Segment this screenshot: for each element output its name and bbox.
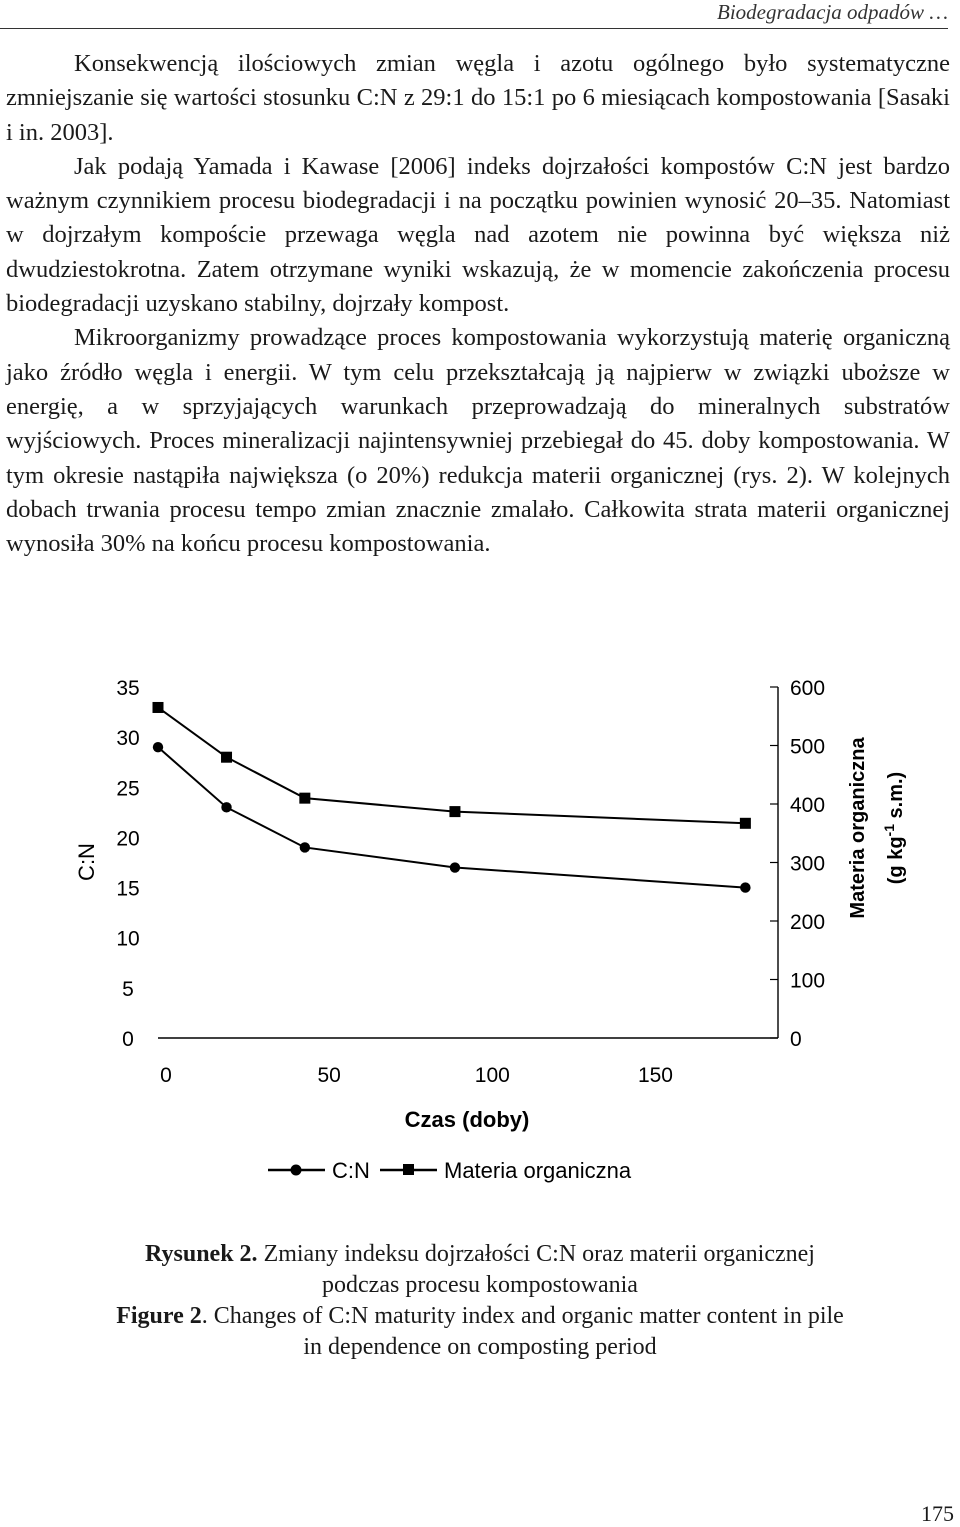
y2-tick-label: 0 — [790, 1028, 802, 1051]
page-number: 175 — [921, 1501, 954, 1526]
caption-pl — [0, 1239, 960, 1270]
chart-legend — [268, 1158, 632, 1183]
figure-caption — [0, 1239, 960, 1363]
legend-label-cn: C:N — [332, 1158, 370, 1183]
y-tick-label: 15 — [116, 877, 140, 901]
legend-marker-organic — [403, 1164, 414, 1175]
y-tick-label: 0 — [122, 1028, 134, 1051]
data-point — [450, 862, 460, 872]
caption-pl-label: Rysunek 2. — [145, 1241, 258, 1267]
x-tick-label: 0 — [160, 1064, 172, 1087]
chart-axes — [158, 687, 778, 1038]
y2-tick-label: 100 — [790, 969, 826, 993]
data-point — [740, 882, 750, 892]
caption-pl-text: Zmiany indeksu dojrzałości C:N oraz materii organicznej — [263, 1241, 815, 1267]
paragraph: Mikroorganizmy prowadzące proces kompostowania wykorzystują materię organiczną jako źródło węgla i energii. W tym celu przekształcają ją najpierw w związki uboższe w energię, a w sprzyjających warunkach przeprowadzają do mineralnych substratów wyjściowych. Proces mineralizacji najintensywniej przebiegał do 45. doby kompostowania. W tym okresie nastąpiła największa (o 20%) redukcja materii organicznej (rys. 2). W kolejnych dobach trwania procesu tempo zmian znacznie zmalało. Całkowita strata materii organicznej wynosiła 30% na końcu procesu kompostowania. — [6, 324, 950, 558]
legend-marker-cn — [291, 1165, 302, 1176]
data-point — [740, 818, 751, 829]
chart-series — [153, 702, 751, 893]
data-point — [300, 842, 310, 852]
y2-axis-label-line2: (g $kg^{-1}$ s.m.) — [881, 771, 907, 885]
data-point — [221, 752, 232, 763]
data-point — [299, 793, 310, 804]
caption-en-label: Figure 2 — [116, 1303, 202, 1329]
body-text — [6, 47, 950, 561]
caption-en-line2: in dependence on composting period — [303, 1334, 657, 1360]
data-point — [153, 742, 163, 752]
y-tick-label: 25 — [116, 777, 140, 801]
series-line — [158, 707, 745, 823]
figure-chart — [0, 660, 960, 1200]
y2-tick-label: 300 — [790, 852, 826, 876]
x-tick-label: 150 — [637, 1064, 673, 1087]
y-tick-label: 10 — [116, 927, 140, 951]
y-tick-label: 5 — [122, 977, 134, 1001]
dual-axis-line-chart — [0, 660, 960, 1200]
series-organic-matter — [153, 702, 751, 829]
y-axis-label: C:N — [74, 843, 99, 881]
y2-tick-label: 200 — [790, 911, 826, 934]
legend-label-organic: Materia organiczna — [444, 1158, 632, 1183]
data-point — [449, 806, 460, 817]
data-point — [221, 802, 231, 812]
running-header — [0, 0, 948, 29]
x-tick-label: 50 — [317, 1064, 341, 1087]
caption-en — [0, 1301, 960, 1332]
paragraph: Konsekwencją ilościowych zmian węgla i azotu ogólnego było systematyczne zmniejszanie się wartości stosunku C:N z 29:1 do 15:1 po 6 miesiącach kompostowania [Sasaki i in. 2003]. — [6, 50, 950, 146]
y2-tick-label: 500 — [790, 735, 826, 759]
paragraph: Jak podają Yamada i Kawase [2006] indeks dojrzałości kompostów C:N jest bardzo ważnym czynnikiem procesu biodegradacji i na początku powinien wynosić 20–35. Natomiast w dojrzałym kompoście przewaga węgla nad azotem nie powinna być większa niż dwudziestokrotna. Zatem otrzymane wyniki wskazują, że w momencie zakończenia procesu biodegradacji uzyskano stabilny, dojrzały kompost. — [6, 152, 950, 318]
y2-tick-label: 600 — [790, 677, 826, 700]
y2-tick-label: 400 — [790, 794, 826, 817]
x-tick-label: 100 — [474, 1064, 510, 1087]
data-point — [153, 702, 164, 713]
y-tick-label: 30 — [116, 727, 140, 751]
caption-en-text: . Changes of C:N maturity index and organic matter content in pile — [201, 1303, 844, 1329]
y-tick-label: 35 — [116, 677, 140, 700]
caption-pl-line2: podczas procesu kompostowania — [322, 1272, 638, 1298]
y-tick-label: 20 — [116, 827, 140, 851]
y2-axis-label-line1: Materia organiczna — [847, 737, 869, 919]
chart-ticks — [116, 677, 825, 1087]
running-title: Biodegradacja odpadów … — [717, 0, 948, 24]
x-axis-label: Czas (doby) — [404, 1107, 530, 1132]
